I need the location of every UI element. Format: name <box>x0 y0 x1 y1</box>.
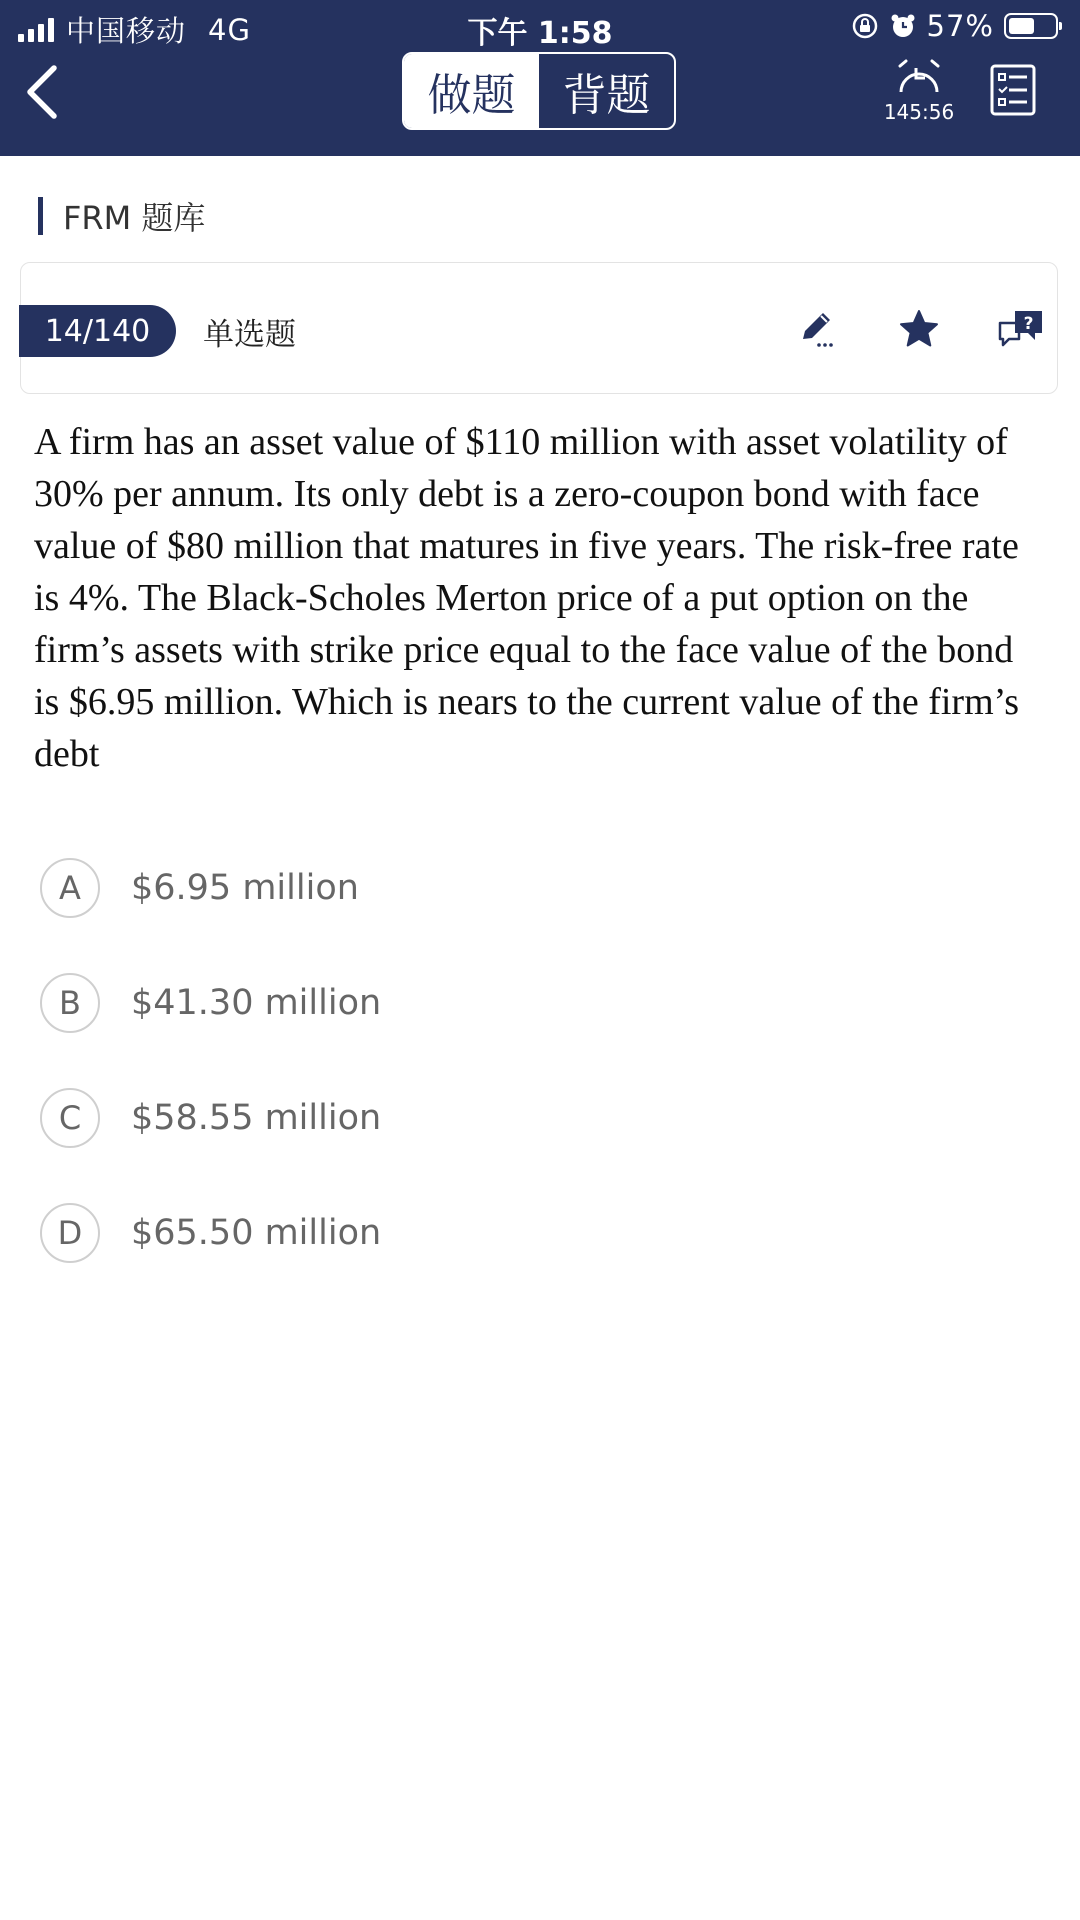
tab-practice[interactable]: 做题 <box>404 54 539 128</box>
back-arrow-icon[interactable] <box>18 60 68 124</box>
carrier-name: 中国移动 <box>66 14 187 48</box>
question-bank-title <box>38 196 205 236</box>
tab-memorize[interactable]: 背题 <box>562 70 651 121</box>
rotation-lock-icon <box>851 12 879 40</box>
option-text: $41.30 million <box>131 982 382 1023</box>
question-info-card <box>20 262 1058 394</box>
star-icon <box>898 308 940 350</box>
title-accent-bar <box>38 197 43 235</box>
option-letter: C <box>40 1088 100 1148</box>
option-letter: B <box>40 973 100 1033</box>
option-b[interactable] <box>40 945 1040 1060</box>
option-c[interactable] <box>40 1060 1040 1175</box>
question-number-badge: 14/140 <box>19 305 176 357</box>
option-letter: A <box>40 858 100 918</box>
feedback-button[interactable] <box>995 303 1047 355</box>
question-feedback-icon <box>997 309 1045 349</box>
edit-note-button[interactable] <box>791 303 843 355</box>
status-time: 下午 1:58 <box>467 16 613 51</box>
question-type-label: 单选题 <box>203 317 296 353</box>
answer-sheet-icon[interactable] <box>990 64 1036 116</box>
status-right <box>851 9 1058 43</box>
svg-text:?: ? <box>1023 314 1034 334</box>
bank-title-text: FRM 题库 <box>63 199 206 237</box>
option-d[interactable] <box>40 1175 1040 1290</box>
favorite-button[interactable] <box>893 303 945 355</box>
alarm-icon <box>889 12 917 40</box>
option-a[interactable] <box>40 830 1040 945</box>
battery-percent: 57% <box>926 9 994 43</box>
option-text: $58.55 million <box>131 1097 382 1138</box>
timer-value: 145:56 <box>883 100 955 124</box>
timer-icon <box>893 58 945 94</box>
status-bar <box>0 0 1080 50</box>
timer-button[interactable] <box>874 58 964 124</box>
option-text: $65.50 million <box>131 1212 382 1253</box>
battery-icon <box>1004 13 1058 39</box>
answer-options <box>40 830 1040 1290</box>
network-type: 4G <box>208 12 251 47</box>
mode-segmented-control <box>402 52 676 130</box>
edit-note-icon <box>797 309 837 349</box>
option-text: $6.95 million <box>131 867 359 908</box>
option-letter: D <box>40 1203 100 1263</box>
top-header <box>0 0 1080 156</box>
question-text: A firm has an asset value of $110 million with asset volatility of 30% per annum. Its only debt is a zero-coupon bond with face value of $80 million that matures in five years. The risk-free rate is 4%. The Black-Scholes Merton price of a put option on the firm’s assets with strike price equal to the face value of the bond is $6.95 million. Which is nears to the current value of the firm’s debt <box>34 421 1019 775</box>
